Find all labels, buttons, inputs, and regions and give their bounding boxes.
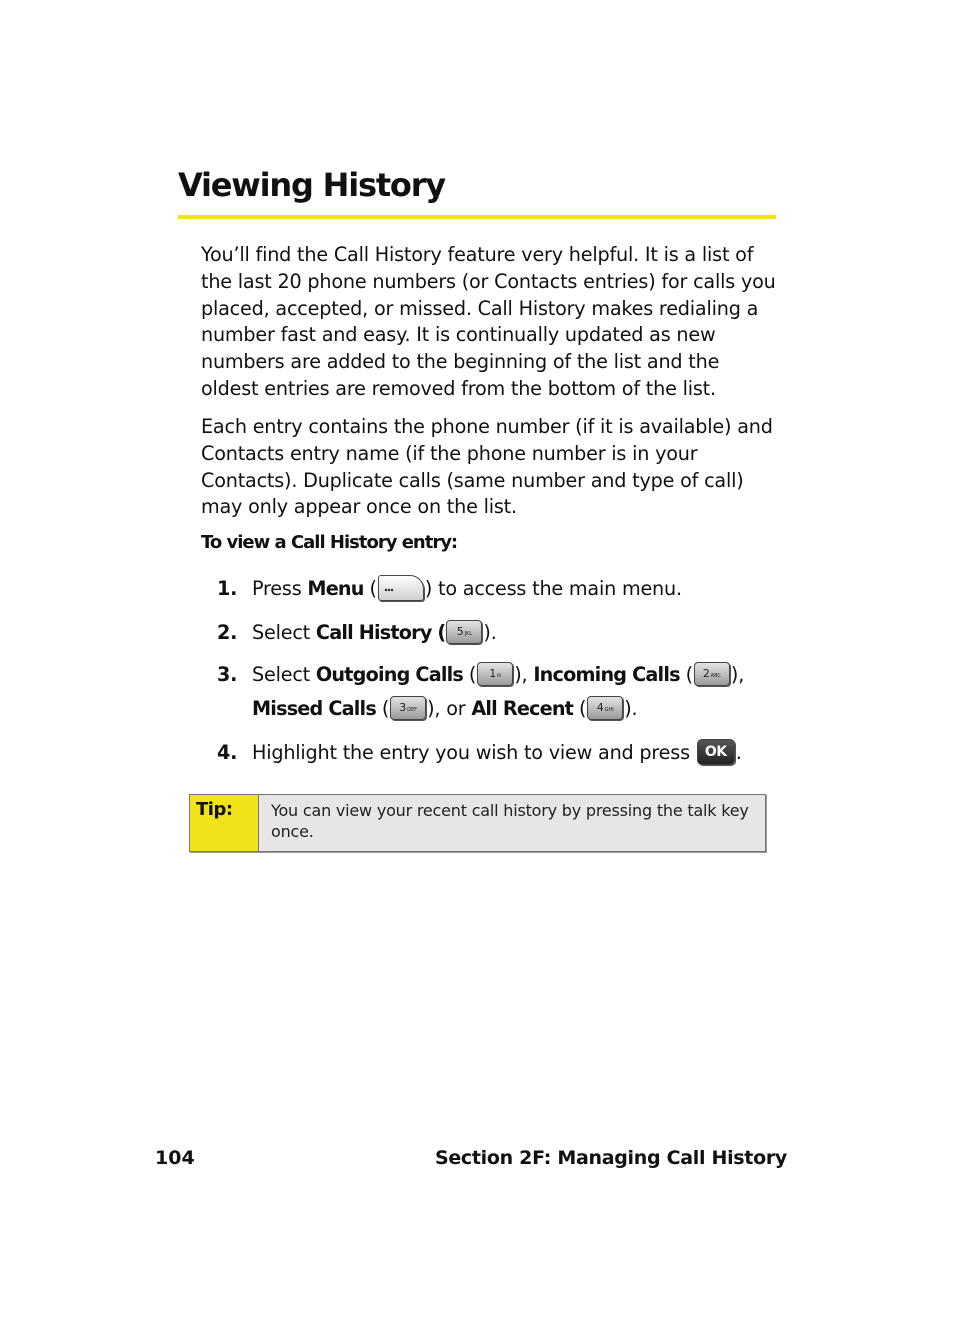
title-rule bbox=[178, 215, 776, 219]
ok-key-icon: OK bbox=[697, 739, 735, 765]
step-text: Select bbox=[252, 621, 316, 644]
key-digit: 1 bbox=[489, 667, 497, 680]
key-letters: GHI bbox=[604, 707, 614, 713]
step-text-end: ). bbox=[483, 621, 497, 644]
tip-label: Tip: bbox=[190, 795, 259, 851]
separator: ), bbox=[730, 663, 745, 686]
step-text-end: . bbox=[735, 741, 742, 764]
key-digit: 4 bbox=[596, 701, 604, 714]
key-digit: 3 bbox=[399, 701, 407, 714]
entry-paragraph: Each entry contains the phone number (if it is available) and Contacts entry name (if the phone number is in your Contacts). Duplicate calls (same number and type of call) may only appear once on the list. bbox=[201, 415, 773, 519]
step-1 bbox=[217, 572, 682, 606]
step-2 bbox=[217, 616, 497, 650]
paren: ( bbox=[363, 577, 377, 600]
separator: ). bbox=[624, 697, 638, 720]
tip-box bbox=[189, 794, 766, 852]
step-number: 1. bbox=[217, 577, 238, 600]
key-digit: 5 bbox=[456, 625, 464, 638]
key-2-icon bbox=[694, 662, 730, 686]
step-3: 3. Select Outgoing Calls ( 1✉ ), Incoming Calls ( 2ABC ), Missed Calls ( 3DEF ), or All Recent ( 4GHI ). bbox=[217, 658, 744, 728]
key-1-icon bbox=[477, 662, 513, 686]
procedure-heading: To view a Call History entry: bbox=[201, 532, 458, 553]
key-letters: JKL bbox=[464, 631, 473, 637]
step-3-continued: Missed Calls ( 3DEF ), or All Recent ( 4GHI ). bbox=[252, 697, 638, 720]
separator: ), bbox=[514, 663, 534, 686]
key-letters: ABC bbox=[710, 673, 721, 679]
section-title: Section 2F: Managing Call History bbox=[434, 1147, 787, 1169]
incoming-calls-label: Incoming Calls bbox=[533, 663, 680, 686]
menu-label: Menu bbox=[307, 577, 364, 600]
key-letters: ✉ bbox=[497, 673, 502, 679]
key-5-icon bbox=[446, 620, 482, 644]
key-3-icon bbox=[390, 696, 426, 720]
key-4-icon bbox=[587, 696, 623, 720]
missed-calls-label: Missed Calls bbox=[252, 697, 376, 720]
outgoing-calls-label: Outgoing Calls bbox=[315, 663, 464, 686]
step-number: 4. bbox=[217, 741, 238, 764]
step-text-end: ) to access the main menu. bbox=[424, 577, 682, 600]
menu-softkey-icon bbox=[378, 575, 424, 601]
page-title: Viewing History bbox=[178, 166, 445, 204]
step-text: Select bbox=[252, 663, 316, 686]
step-4 bbox=[217, 736, 742, 770]
step-number: 3. bbox=[217, 663, 238, 686]
page-number: 104 bbox=[155, 1147, 195, 1169]
intro-paragraph: You’ll find the Call History feature very helpful. It is a list of the last 20 phone numbers (or Contacts entries) for calls you placed, accepted, or missed. Call History makes redialing a number fast and easy. It is continually updated as new numbers are added to the beginning of the list and the oldest entries are removed from the bottom of the list. bbox=[201, 243, 776, 400]
tip-text: You can view your recent call history by pressing the talk key once. bbox=[271, 801, 749, 841]
step-number: 2. bbox=[217, 621, 238, 644]
separator: ), or bbox=[427, 697, 472, 720]
key-digit: 2 bbox=[702, 667, 710, 680]
step-text: Highlight the entry you wish to view and press bbox=[252, 741, 696, 764]
call-history-label: Call History ( bbox=[315, 621, 446, 644]
step-text: Press bbox=[252, 577, 308, 600]
key-letters: DEF bbox=[407, 707, 417, 713]
all-recent-label: All Recent bbox=[471, 697, 574, 720]
